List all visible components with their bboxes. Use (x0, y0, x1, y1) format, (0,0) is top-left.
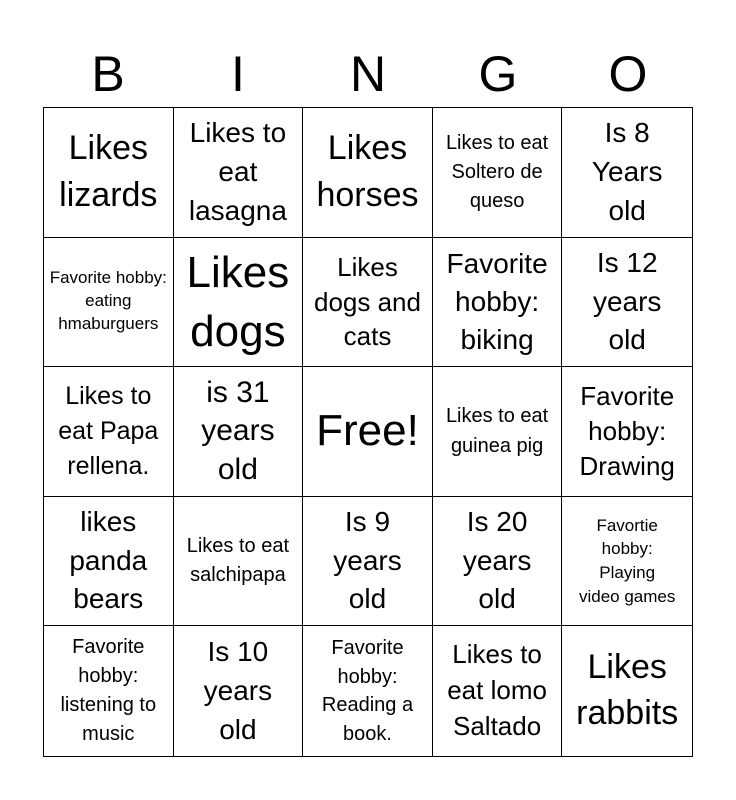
cell-text: Free! (316, 406, 419, 456)
bingo-cell-r2c3[interactable] (303, 238, 433, 368)
bingo-cell-r3c4[interactable] (433, 367, 563, 497)
bingo-cell-r1c2[interactable] (174, 108, 304, 238)
cell-text: Is 8 Years old (591, 117, 663, 226)
bingo-header (43, 40, 693, 108)
cell-text: Is 9 years old (333, 506, 402, 615)
bingo-cell-r5c3[interactable] (303, 626, 433, 756)
cell-text: Likes to eat lomo Saltado (447, 639, 547, 742)
cell-text: Likes to eat salchipapa (186, 535, 290, 587)
cell-text: Favorite hobby: Drawing (579, 380, 675, 482)
cell-text: Is 12 years old (592, 246, 662, 356)
bingo-cell-r2c1[interactable] (44, 238, 174, 368)
cell-text: Likes dogs (186, 247, 290, 356)
bingo-cell-r3c5[interactable] (562, 367, 692, 497)
bingo-cell-r5c4[interactable] (433, 626, 563, 756)
bingo-cell-r4c1[interactable] (44, 497, 174, 627)
bingo-cell-r1c1[interactable] (44, 108, 174, 238)
cell-text: Likes to eat lasagna (188, 117, 287, 226)
header-letter-g: G (478, 46, 518, 102)
cell-text: Likes rabbits (576, 648, 679, 733)
bingo-cell-r4c5[interactable] (562, 497, 692, 627)
cell-text: Is 10 years old (203, 636, 273, 745)
bingo-cell-r1c4[interactable] (433, 108, 563, 238)
bingo-cell-r1c3[interactable] (303, 108, 433, 238)
cell-text: Likes dogs and cats (313, 252, 421, 352)
bingo-cell-r1c5[interactable] (562, 108, 692, 238)
cell-text: Is 20 years old (462, 506, 532, 615)
bingo-cell-r3c3[interactable] (303, 367, 433, 497)
bingo-cell-r5c5[interactable] (562, 626, 692, 756)
bingo-cell-r2c2[interactable] (174, 238, 304, 368)
cell-text: is 31 years old (201, 376, 275, 486)
cell-text: Likes horses (316, 128, 419, 215)
cell-text: Likes to eat guinea pig (445, 405, 549, 458)
bingo-cell-r4c4[interactable] (433, 497, 563, 627)
bingo-card-grid (43, 107, 693, 757)
bingo-cell-r4c3[interactable] (303, 497, 433, 627)
bingo-cell-r2c5[interactable] (562, 238, 692, 368)
bingo-cell-r4c2[interactable] (174, 497, 304, 627)
header-letter-b: B (91, 46, 125, 102)
cell-text: Likes lizards (59, 128, 158, 215)
header-letter-n: N (349, 46, 387, 102)
cell-text: Favorite hobby: eating hmaburguers (49, 268, 167, 334)
bingo-cell-r3c1[interactable] (44, 367, 174, 497)
bingo-cell-r5c2[interactable] (174, 626, 304, 756)
cell-text: Likes to eat Papa rellena. (58, 381, 159, 480)
bingo-cell-r2c4[interactable] (433, 238, 563, 368)
cell-text: Likes to eat Soltero de queso (445, 131, 549, 212)
cell-text: Favortie hobby: Playing video games (578, 515, 676, 606)
bingo-cell-r3c2[interactable] (174, 367, 304, 497)
header-letter-i: I (231, 46, 245, 102)
header-letter-o: O (608, 46, 648, 102)
cell-text: Favorite hobby: listening to music (60, 636, 157, 746)
cell-text: Favorite hobby: biking (446, 248, 548, 355)
cell-text: likes panda bears (69, 506, 148, 615)
cell-text: Favorite hobby: Reading a book. (321, 637, 414, 745)
bingo-cell-r5c1[interactable] (44, 626, 174, 756)
